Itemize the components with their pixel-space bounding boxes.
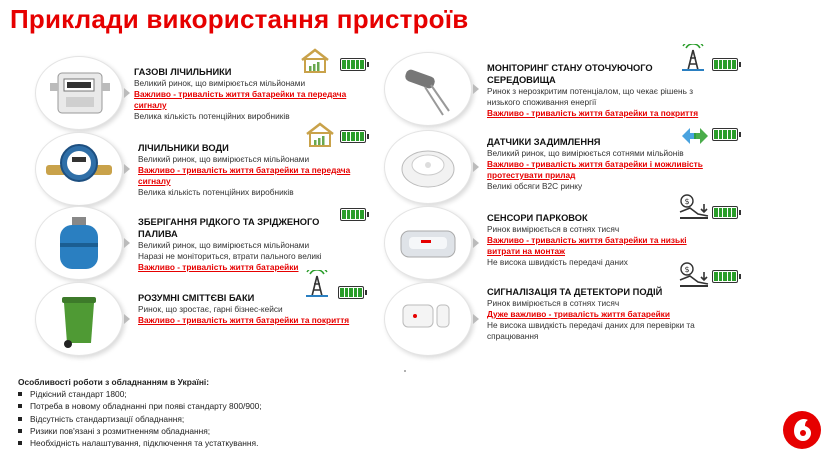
item-heading: ЛІЧИЛЬНИКИ ВОДИ bbox=[138, 143, 229, 153]
item-warning: Важливо - тривалість життя батарейки і можливість протестувати прилад bbox=[487, 159, 703, 180]
item-description: Ринок вимірюється в сотнях тисяч bbox=[487, 224, 620, 234]
notes-item: Ризики пов'язані з розмитненням обладнання; bbox=[18, 425, 262, 437]
door-sensor-image bbox=[384, 282, 472, 356]
house-chart-icon bbox=[305, 122, 335, 153]
pointer-arrow bbox=[473, 238, 479, 248]
money-down-icon bbox=[678, 194, 710, 225]
item-description: Наразі не моніториться, втрати пального великі bbox=[138, 251, 322, 261]
money-down-icon bbox=[678, 262, 710, 293]
battery-icon bbox=[338, 286, 364, 299]
house-chart-icon bbox=[300, 48, 330, 79]
pointer-arrow bbox=[473, 84, 479, 94]
battery-icon bbox=[340, 58, 366, 71]
item-heading: РОЗУМНІ СМІТТЄВІ БАКИ bbox=[138, 293, 255, 303]
item-description: Ринок з нерозкритим потенціалом, що чекає рішень з низького споживання енергії bbox=[487, 86, 694, 107]
gas-cylinder-image bbox=[35, 206, 123, 280]
item-description: Великий ринок, що вимірюється мільйонами bbox=[138, 154, 310, 164]
tower-icon bbox=[680, 44, 706, 77]
battery-icon bbox=[340, 208, 366, 221]
pointer-arrow bbox=[473, 162, 479, 172]
item-heading: МОНІТОРИНГ СТАНУ ОТОЧУЮЧОГО СЕРЕДОВИЩА bbox=[487, 63, 653, 85]
notes-item: Рідкісний стандарт 1800; bbox=[18, 388, 262, 400]
notes-item: Необхідність налаштування, підключення та устаткування. bbox=[18, 437, 262, 449]
item-description: Велика кількість потенційних виробників bbox=[134, 111, 290, 121]
item-warning: Важливо - тривалість життя батарейки та передача сигналу bbox=[134, 89, 347, 110]
ukraine-notes bbox=[18, 376, 262, 449]
page-title: Приклади використання пристроїв bbox=[10, 4, 469, 34]
pointer-arrow bbox=[124, 88, 130, 98]
pointer-arrow bbox=[124, 164, 130, 174]
notes-list bbox=[18, 388, 262, 449]
svg-text:$: $ bbox=[684, 197, 690, 206]
item-description: Не висока швидкість передачі даних bbox=[487, 257, 628, 267]
notes-heading: Особливості роботи з обладнанням в Україні: bbox=[18, 377, 210, 387]
item-warning: Важливо - тривалість життя батарейки та низькі витрати на монтаж bbox=[487, 235, 687, 256]
item-description: Велика кількість потенційних виробників bbox=[138, 187, 294, 197]
battery-icon bbox=[712, 270, 738, 283]
item-warning: Важливо - тривалість життя батарейки та передача сигналу bbox=[138, 165, 351, 186]
pointer-arrow bbox=[124, 238, 130, 248]
item-description: Не висока швидкість передачі даних для перевірки та спрацювання bbox=[487, 320, 695, 341]
notes-item: Відсутність стандартизації обладнання; bbox=[18, 413, 262, 425]
battery-icon bbox=[712, 206, 738, 219]
pointer-arrow bbox=[473, 314, 479, 324]
item-warning: Важливо - тривалість життя батарейки та покриття bbox=[138, 315, 350, 325]
item-heading: ЗБЕРІГАННЯ РІДКОГО ТА ЗРІДЖЕНОГО ПАЛИВА bbox=[138, 217, 320, 239]
item-description: Ринок вимірюється в сотнях тисяч bbox=[487, 298, 620, 308]
svg-text:$: $ bbox=[684, 265, 690, 274]
item-heading: СИГНАЛІЗАЦІЯ ТА ДЕТЕКТОРИ ПОДІЙ bbox=[487, 287, 663, 297]
item-heading: СЕНСОРИ ПАРКОВОК bbox=[487, 213, 588, 223]
smoke-detector-image bbox=[384, 130, 472, 204]
waste-bin-image bbox=[35, 282, 123, 356]
item-description: Великий ринок, що вимірюється мільйонами bbox=[134, 78, 306, 88]
notes-item: Потреба в новому обладнанні при появі стандарту 800/900; bbox=[18, 400, 262, 412]
item-warning: Дуже важливо - тривалість життя батарейки bbox=[487, 309, 670, 319]
battery-icon bbox=[712, 128, 738, 141]
water-meter-image bbox=[35, 132, 123, 206]
arrows-icon bbox=[680, 124, 710, 153]
env-sensor-image bbox=[384, 52, 472, 126]
item-warning: Важливо - тривалість життя батарейки та покриття bbox=[487, 108, 699, 118]
divider-dot bbox=[404, 370, 406, 372]
item-description: Ринок, що зростає, гарні бізнес-кейси bbox=[138, 304, 283, 314]
item-heading: ГАЗОВІ ЛІЧИЛЬНИКИ bbox=[134, 67, 232, 77]
item-heading: ДАТЧИКИ ЗАДИМЛЕННЯ bbox=[487, 137, 601, 147]
battery-icon bbox=[340, 130, 366, 143]
item-warning: Важливо - тривалість життя батарейки bbox=[138, 262, 299, 272]
tower-icon bbox=[304, 270, 330, 303]
brand-logo-icon bbox=[782, 410, 822, 450]
item-description: Великі обсяги B2C ринку bbox=[487, 181, 583, 191]
pointer-arrow bbox=[124, 314, 130, 324]
battery-icon bbox=[712, 58, 738, 71]
parking-sensor-image bbox=[384, 206, 472, 280]
gas-meter-image bbox=[35, 56, 123, 130]
item-description: Великий ринок, що вимірюється мільйонами bbox=[138, 240, 310, 250]
item-description: Великий ринок, що вимірюється сотнями мільйонів bbox=[487, 148, 684, 158]
